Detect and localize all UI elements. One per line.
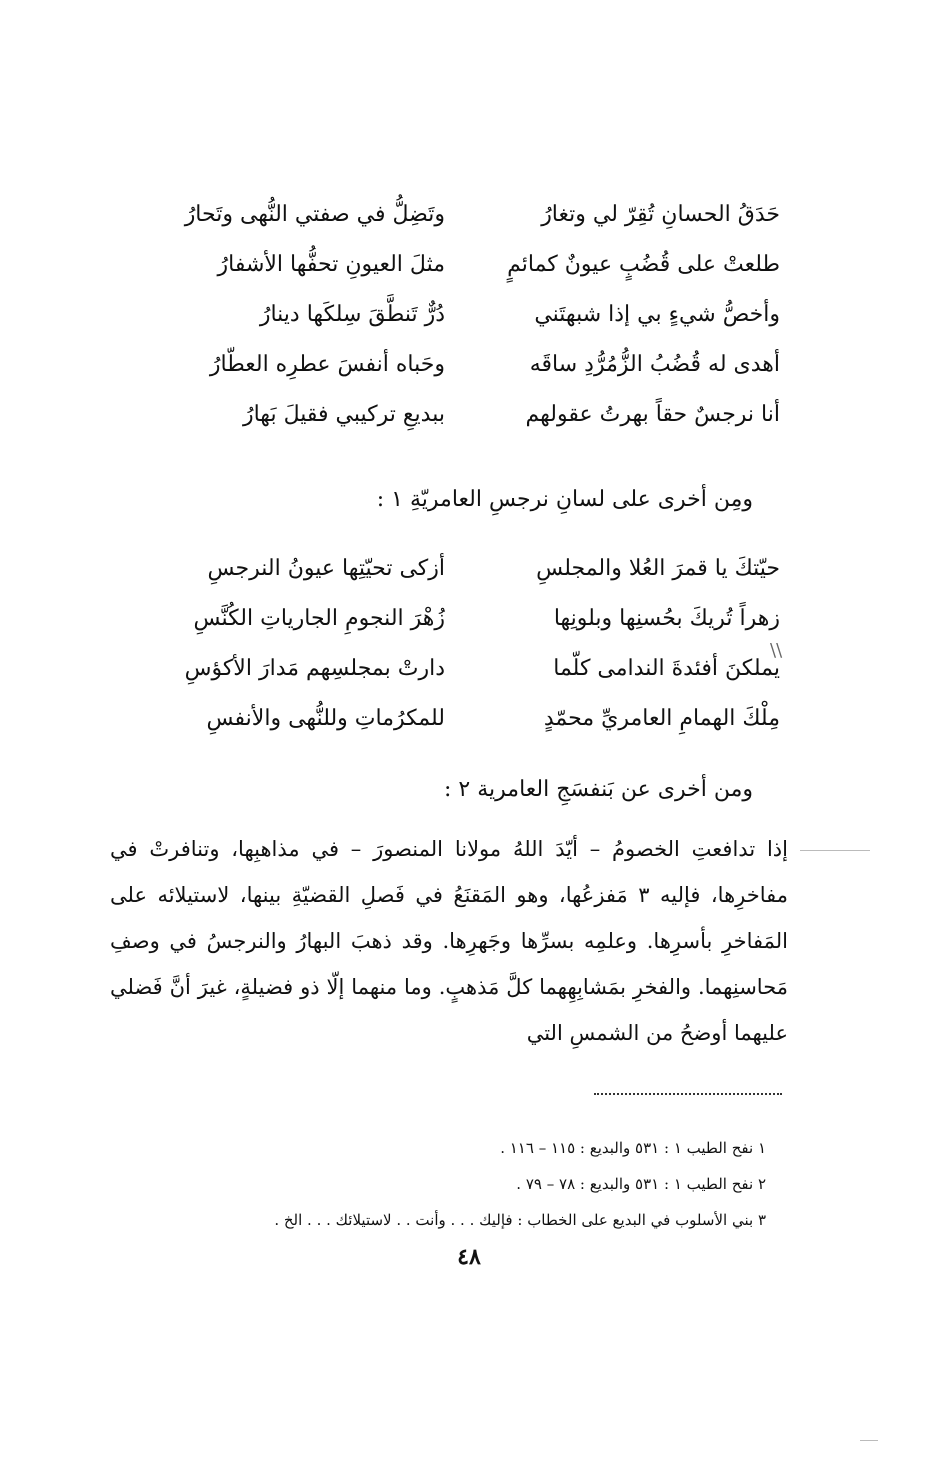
marginal-mark: \\ — [770, 640, 783, 661]
intro-nargis: ومِن أخرى على لسانِ نرجسِ العامريّةِ ١ : — [376, 487, 753, 512]
verse-line — [150, 245, 780, 295]
verse-second-hemistich: وحَباه أنفسَ عطرِه العطّارُ — [209, 352, 445, 377]
verse-line — [150, 395, 780, 445]
verse-line — [150, 599, 780, 649]
prose-paragraph — [110, 826, 788, 1056]
verse-line — [150, 699, 780, 749]
verse-first-hemistich: زهراً تُريكَ بحُسنِها وبلونِها — [553, 606, 780, 631]
footnotes — [274, 1130, 766, 1238]
verse-line — [150, 649, 780, 699]
verse-second-hemistich: وتَضِلُّ في صفتي النُّهى وتَحارُ — [184, 202, 445, 227]
verse-line — [150, 195, 780, 245]
verse-second-hemistich: أزكى تحيّتِها عيونُ النرجسِ — [207, 556, 445, 581]
verse-second-hemistich: مثلَ العيونِ تحفُّها الأشفارُ — [217, 252, 445, 277]
verse-first-hemistich: مِلْكَ الهمامِ العامريِّ محمّدٍ — [543, 706, 780, 731]
verse-line — [150, 345, 780, 395]
verse-line — [150, 549, 780, 599]
footnote: ٢ نفح الطيب ١ : ٥٣١ والبديع : ٧٨ – ٧٩ . — [516, 1175, 766, 1193]
verse-first-hemistich: حَدَقُ الحسانِ تُقِرّ لي وتغارُ — [541, 202, 780, 227]
verse-second-hemistich: دارتْ بمجلسِهم مَدارَ الأكؤسِ — [184, 656, 445, 681]
intro-violet: ومن أخرى عن بَنفسَجِ العامرية ٢ : — [444, 777, 753, 802]
prose-text: إذا تدافعتِ الخصومُ – أيّدَ اللهُ مولانا المنصورَ – في مذاهبِها، وتنافرتْ في مفاخرِها، فإليه ٣ مَفزعُها، وهو المَقنَعُ في فَصلِ القضيّةِ بينها، لاستيلائه على المَفاخرِ بأسرِها. وعلمِه بسرِّها وجَهرِها. وقد ذهبَ البهارُ والنرجسُ في وصفِ مَحاسنِهما. والفخرِ بمَشابِهِهما كلَّ مَذهبٍ. وما منهما إلّا ذو فضيلةٍ، غيرَ أنَّ فَضلي عليهما أوضحُ من الشمسِ التي — [110, 837, 788, 1045]
verse-first-hemistich: طلعتْ على قُضُبٍ عيونٌ كمائمٍ — [507, 252, 780, 277]
verse-first-hemistich: يملكنَ أفئدةَ الندامى كلّما — [553, 656, 780, 681]
footnote: ١ نفح الطيب ١ : ٥٣١ والبديع : ١١٥ – ١١٦ . — [500, 1139, 766, 1157]
verse-line — [150, 295, 780, 345]
poem-block-1 — [150, 195, 780, 445]
verse-second-hemistich: للمكرُماتِ وللنُّهى والأنفسِ — [206, 706, 445, 731]
poem-block-2 — [150, 549, 783, 749]
verse-second-hemistich: دُرٌّ تَنطَّقَ سِلكَها دينارُ — [259, 302, 445, 327]
margin-dash — [860, 1440, 878, 1441]
verse-second-hemistich: زُهْرَ النجومِ الجارياتِ الكُنَّسِ — [193, 606, 445, 631]
footnote-separator — [594, 1093, 782, 1095]
verse-second-hemistich: ببديعِ تركيبي فقيلَ بَهارُ — [242, 402, 445, 427]
verse-first-hemistich: أهدى له قُضُبُ الزُّمُرُّدِ ساقَه — [529, 352, 780, 377]
page-number: ٤٨ — [457, 1244, 481, 1270]
verse-first-hemistich: وأخصُّ شيءٍ بي إذا شبهتَني — [534, 302, 780, 327]
verse-first-hemistich: أنا نرجسٌ حقاً بهرتُ عقولهم — [525, 402, 780, 427]
margin-dash — [800, 850, 870, 851]
verse-first-hemistich: حيّتكَ يا قمرَ العُلا والمجلسِ — [536, 556, 780, 581]
footnote: ٣ بني الأسلوب في البديع على الخطاب : فإليك . . . وأنت . . لاستيلائك . . . الخ . — [274, 1211, 766, 1229]
